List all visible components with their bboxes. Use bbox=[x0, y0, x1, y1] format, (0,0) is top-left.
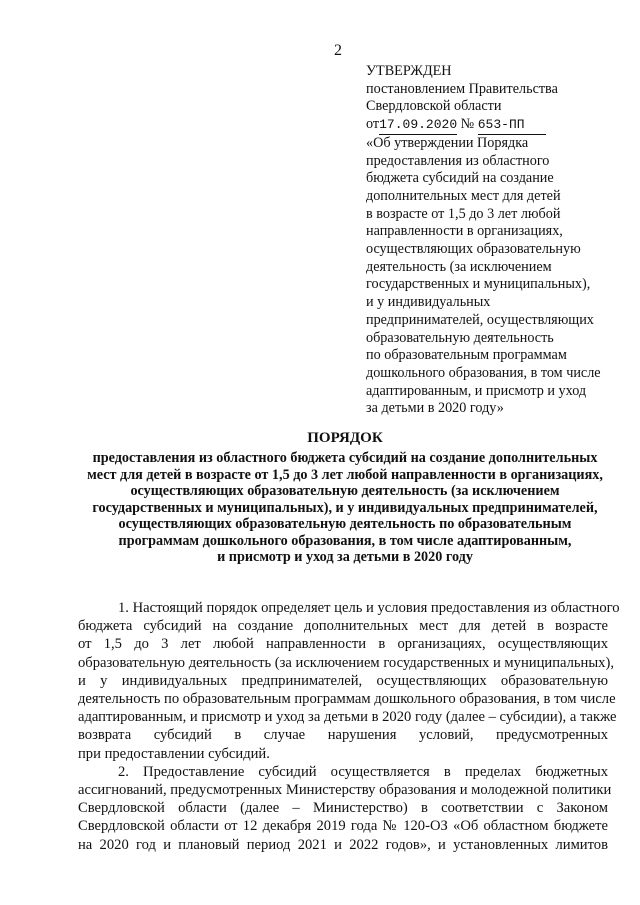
paragraph-line: на 2020 год и плановый период 2021 и 2022 годов», и установленных лимитов bbox=[78, 836, 608, 853]
paragraph bbox=[78, 763, 612, 854]
approval-title-line: «Об утверждении Порядка bbox=[366, 134, 529, 151]
approval-title-line: по образовательным программам bbox=[366, 347, 567, 364]
approval-title-line: в возрасте от 1,5 до 3 лет любой bbox=[366, 205, 561, 222]
paragraph-line: при предоставлении субсидий. bbox=[78, 745, 270, 762]
document-title bbox=[60, 430, 630, 566]
document-subtitle bbox=[60, 450, 630, 566]
page-number: 2 bbox=[334, 42, 342, 59]
approval-block bbox=[366, 63, 601, 418]
approval-title-line: направленности в организациях, bbox=[366, 223, 563, 240]
paragraph-line: возврата субсидий в случае нарушения условий, предусмотренных bbox=[78, 727, 608, 744]
approval-title-line: осуществляющих образовательную bbox=[366, 241, 581, 258]
title-line: мест для детей в возрасте от 1,5 до 3 лет любой направленности в организациях, bbox=[87, 466, 603, 483]
paragraph-line: 1. Настоящий порядок определяет цель и условия предоставления из областного bbox=[118, 600, 620, 616]
approval-title-line: за детьми в 2020 году» bbox=[366, 400, 504, 417]
approval-title-line: государственных и муниципальных), bbox=[366, 276, 591, 293]
approval-number: 653-ПП bbox=[478, 116, 546, 135]
approval-title bbox=[366, 135, 601, 418]
title-line: осуществляющих образовательную деятельность (за исключением bbox=[130, 483, 560, 499]
paragraph-line: образовательную деятельность (за исключением государственных и муниципальных), bbox=[78, 654, 614, 671]
document-heading: ПОРЯДОК bbox=[307, 430, 383, 446]
approval-line: Свердловской области bbox=[366, 98, 502, 115]
paragraph-line: 2. Предоставление субсидий осуществляется в пределах бюджетных bbox=[118, 763, 608, 780]
approval-title-line: дополнительных мест для детей bbox=[366, 187, 561, 204]
title-line: осуществляющих образовательную деятельность по образовательным bbox=[118, 516, 572, 532]
approval-title-line: образовательную деятельность bbox=[366, 329, 554, 346]
paragraph-line: бюджета субсидий на создание дополнительных мест для детей в возрасте bbox=[78, 618, 608, 635]
paragraph-line: и у индивидуальных предпринимателей, осуществляющих образовательную bbox=[78, 672, 608, 689]
date-prefix: от bbox=[366, 116, 380, 133]
paragraph-line: деятельность по образовательным программам дошкольного образования, в том числе bbox=[78, 691, 616, 708]
title-line: предоставления из областного бюджета субсидий на создание дополнительных bbox=[92, 450, 598, 466]
approval-title-line: дошкольного образования, в том числе bbox=[366, 364, 601, 381]
title-line: программам дошкольного образования, в том числе адаптированным, bbox=[118, 532, 572, 549]
approval-date: 17.09.2020 bbox=[379, 116, 457, 135]
approval-title-line: предоставления из областного bbox=[366, 152, 550, 169]
approval-line: постановлением Правительства bbox=[366, 80, 558, 97]
paragraph-line: от 1,5 до 3 лет любой направленности в организациях, осуществляющих bbox=[78, 636, 608, 653]
paragraph-line: ассигнований, предусмотренных Министерству образования и молодежной политики bbox=[78, 782, 612, 799]
paragraph bbox=[78, 599, 620, 763]
title-line: государственных и муниципальных), и у индивидуальных предпринимателей, bbox=[92, 499, 598, 516]
approval-title-line: адаптированным, и присмотр и уход bbox=[366, 382, 587, 399]
approval-title-line: предпринимателей, осуществляющих bbox=[366, 311, 594, 328]
approval-title-line: деятельность (за исключением bbox=[366, 258, 552, 275]
approval-heading: УТВЕРЖДЕН bbox=[366, 63, 452, 79]
paragraph-line: Свердловской области от 12 декабря 2019 года № 120-ОЗ «Об областном бюджете bbox=[78, 818, 608, 835]
approval-title-line: бюджета субсидий на создание bbox=[366, 170, 554, 187]
number-prefix: № bbox=[460, 116, 475, 133]
title-line: и присмотр и уход за детьми в 2020 году bbox=[217, 549, 473, 565]
approval-title-line: и у индивидуальных bbox=[366, 294, 491, 311]
paragraph-line: Свердловской области (далее – Министерство) в соответствии с Законом bbox=[78, 800, 608, 817]
paragraph-line: адаптированным, и присмотр и уход за детьми в 2020 году (далее – субсидии), а также bbox=[78, 709, 617, 726]
approval-date-line bbox=[366, 116, 601, 135]
document-body bbox=[78, 599, 620, 854]
